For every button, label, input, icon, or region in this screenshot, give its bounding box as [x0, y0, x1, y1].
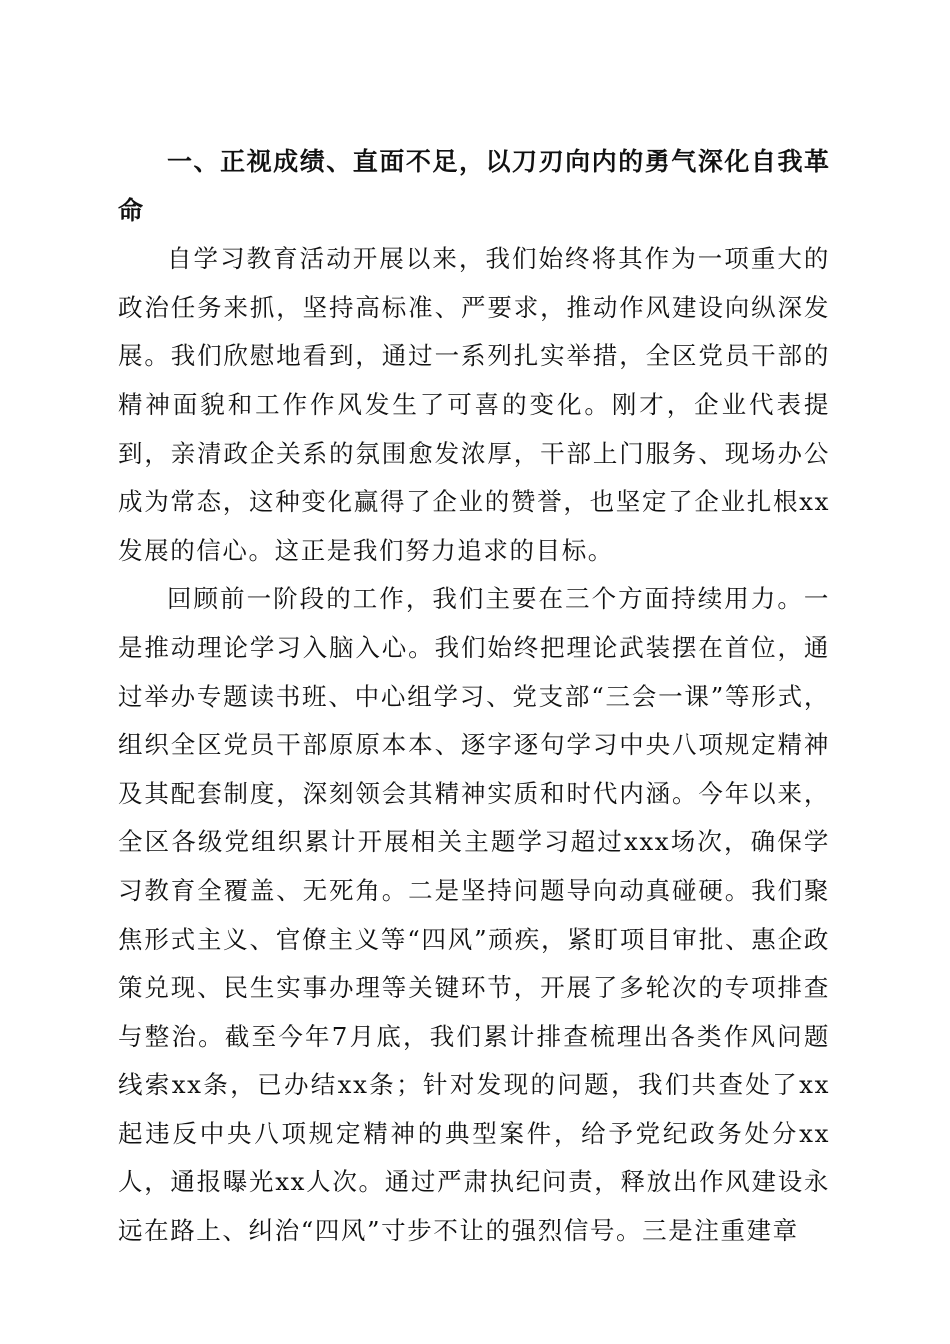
- paragraph-achievements: 自学习教育活动开展以来，我们始终将其作为一项重大的政治任务来抓，坚持高标准、严要求，推动作风建设向纵深发展。我们欣慰地看到，通过一系列扎实举措，全区党员干部的精神面貌和工作作风发生了可喜的变化。刚才，企业代表提到，亲清政企关系的氛围愈发浓厚，干部上门服务、现场办公成为常态，这种变化赢得了企业的赞誉，也坚定了企业扎根xx发展的信心。这正是我们努力追求的目标。: [118, 244, 830, 565]
- document-body: [118, 138, 830, 1256]
- paragraph-review: 回顾前一阶段的工作，我们主要在三个方面持续用力。一是推动理论学习入脑入心。我们始终把理论武装摆在首位，通过举办专题读书班、中心组学习、党支部“三会一课”等形式，组织全区党员干部原原本本、逐字逐句学习中央八项规定精神及其配套制度，深刻领会其精神实质和时代内涵。今年以来，全区各级党组织累计开展相关主题学习超过xxx场次，确保学习教育全覆盖、无死角。二是坚持问题导向动真碰硬。我们聚焦形式主义、官僚主义等“四风”顽疾，紧盯项目审批、惠企政策兑现、民生实事办理等关键环节，开展了多轮次的专项排查与整治。截至今年7月底，我们累计排查梳理出各类作风问题线索xx条，已办结xx条；针对发现的问题，我们共查处了xx起违反中央八项规定精神的典型案件，给予党纪政务处分xx人，通报曝光xx人次。通过严肃执纪问责，释放出作风建设永远在路上、纠治“四风”寸步不让的强烈信号。三是注重建章: [118, 584, 830, 1246]
- section-heading: 一、正视成绩、直面不足，以刀刃向内的勇气深化自我革命: [118, 147, 830, 225]
